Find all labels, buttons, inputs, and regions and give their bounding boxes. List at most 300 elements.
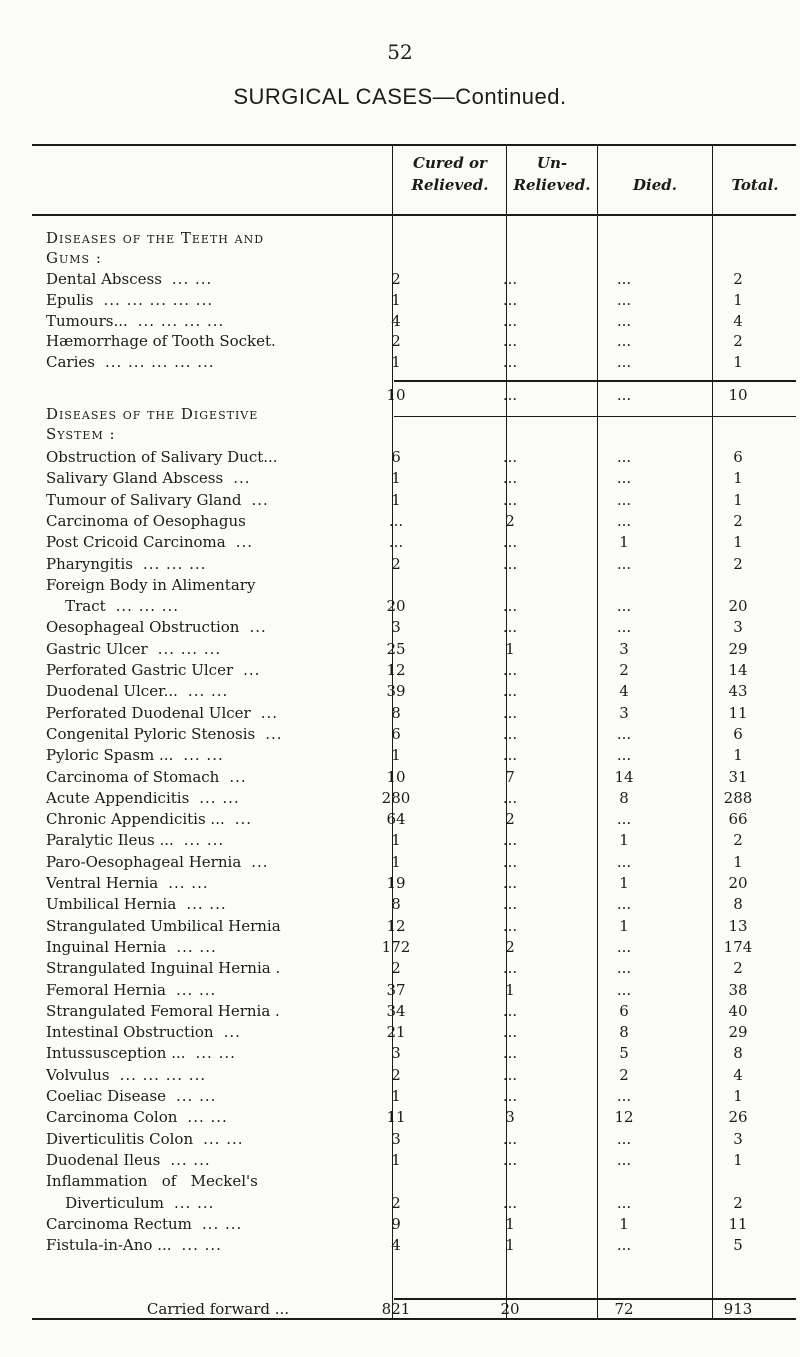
total-cell: 8 (733, 1044, 743, 1063)
row-label-text: Coeliac Disease (46, 1087, 167, 1105)
subtotal-row (0, 384, 800, 406)
unrelieved-cell: ... (502, 533, 518, 552)
total-cell: 288 (723, 788, 753, 807)
row-label (46, 553, 390, 575)
unrelieved-cell: ... (502, 1044, 518, 1063)
cured-cell: 12 (386, 661, 406, 679)
unrelieved-cell: ... (502, 874, 518, 892)
total-cell: 3 (733, 618, 743, 637)
table-row (0, 1234, 800, 1256)
table-row (0, 1064, 800, 1086)
row-leader-dots: ... ... (195, 1044, 236, 1063)
row-label-text: Paralytic Ileus ... (46, 831, 174, 850)
total-cell: 3 (733, 1129, 743, 1148)
table-row (0, 595, 800, 617)
died-cell: ... (616, 1129, 632, 1148)
unrelieved-cell: 2 (505, 511, 515, 530)
row-label (46, 659, 390, 681)
row-label-text: Gastric Ulcer (46, 639, 148, 658)
row-leader-dots: ... ... (175, 980, 217, 999)
table-row (0, 659, 800, 681)
row-leader-dots: ... (223, 1023, 241, 1042)
unrelieved-cell: 1 (505, 980, 515, 999)
row-leader-dots: ... ... (171, 270, 213, 288)
cured-cell: 64 (386, 810, 406, 829)
unrelieved-cell: ... (502, 554, 518, 573)
total-cell: 4 (733, 1065, 743, 1084)
total-cell: 1 (733, 490, 743, 509)
unrelieved-cell: 2 (505, 937, 515, 956)
table-row (0, 467, 800, 489)
cured-cell: 1 (391, 469, 401, 488)
row-leader-dots: ... ... (181, 1236, 222, 1255)
died-cell: ... (616, 511, 632, 530)
subtotal-cured: 10 (386, 386, 406, 404)
row-label (46, 872, 390, 894)
cured-cell: 25 (386, 639, 406, 658)
row-leader-dots: ... ... ... (115, 597, 180, 616)
table-row (0, 893, 800, 915)
row-leader-dots: ... ... (176, 937, 217, 956)
row-leader-dots: ... ... (199, 788, 240, 807)
table-row (0, 1021, 800, 1043)
unrelieved-cell: ... (502, 703, 518, 722)
row-label (46, 915, 390, 937)
table-row (0, 723, 800, 745)
row-leader-dots: ... ... ... (142, 554, 207, 573)
died-cell: ... (616, 959, 632, 978)
unrelieved-cell: ... (502, 788, 518, 807)
row-leader-dots: ... (260, 703, 279, 722)
unrelieved-cell: ... (502, 724, 518, 743)
row-label (46, 723, 390, 745)
row-leader-dots: ... ... (187, 1108, 228, 1127)
cured-cell: 4 (391, 1236, 401, 1255)
unrelieved-cell: 7 (505, 767, 515, 786)
row-label-text: Oesophageal Obstruction (46, 618, 240, 637)
row-label (46, 851, 390, 873)
section-heading: Diseases of the Digestive System : (46, 405, 259, 443)
unrelieved-cell: ... (502, 353, 518, 372)
row-label (46, 1064, 390, 1086)
table-row (0, 680, 800, 702)
row-label-text: Chronic Appendicitis ... (46, 810, 225, 829)
total-cell: 8 (733, 895, 743, 914)
cured-cell: 11 (386, 1108, 406, 1127)
cured-cell: 12 (386, 916, 406, 935)
row-label-text: Epulis (46, 290, 94, 309)
row-leader-dots: ... ... (170, 1150, 211, 1169)
unrelieved-cell: ... (502, 311, 518, 330)
col-header-cured: Cured or Relieved. (411, 154, 489, 194)
total-cell: 174 (723, 937, 753, 956)
table-row (0, 1213, 800, 1235)
row-label (46, 268, 390, 290)
total-cell: 11 (728, 703, 748, 722)
cured-cell: 3 (391, 1129, 401, 1148)
col-header-total: Total. (731, 176, 779, 194)
row-leader-dots: ... ... (183, 831, 225, 850)
table-row (0, 510, 800, 532)
row-label (46, 1170, 390, 1192)
unrelieved-cell: ... (502, 661, 518, 679)
table-row (0, 766, 800, 788)
died-cell: ... (616, 618, 632, 637)
table-row (0, 310, 800, 332)
row-label (46, 289, 390, 311)
unrelieved-cell: ... (502, 448, 518, 466)
row-label (46, 1106, 390, 1128)
cured-cell: 2 (391, 1193, 401, 1212)
died-cell: ... (616, 290, 632, 309)
row-label (46, 616, 390, 638)
unrelieved-cell: ... (502, 270, 518, 288)
cured-cell: 6 (391, 724, 401, 743)
died-cell: ... (616, 1236, 632, 1255)
died-cell: 8 (619, 1023, 629, 1042)
row-leader-dots: ... (233, 469, 251, 488)
row-label-text: Pharyngitis (46, 554, 133, 573)
row-label-text: Femoral Hernia (46, 980, 166, 999)
total-cell: 20 (728, 874, 748, 892)
cured-cell: 2 (391, 1065, 401, 1084)
unrelieved-cell: ... (502, 618, 518, 637)
died-cell: ... (616, 554, 632, 573)
total-cell: 1 (733, 469, 743, 488)
row-leader-dots: ... ... (201, 1214, 243, 1233)
unrelieved-cell: ... (502, 682, 518, 701)
unrelieved-cell: ... (502, 1023, 518, 1042)
total-cell: 5 (733, 1236, 743, 1255)
total-cell: 43 (728, 682, 748, 701)
row-leader-dots: ... (251, 852, 269, 871)
died-cell: ... (616, 1150, 632, 1169)
row-leader-dots: ... ... (168, 874, 209, 892)
carried-forward-label: Carried forward ... (146, 1300, 290, 1318)
cured-cell: 2 (391, 959, 401, 978)
unrelieved-cell: ... (502, 852, 518, 871)
row-label (46, 766, 390, 788)
total-cell: 1 (733, 353, 743, 372)
cured-cell: 8 (391, 703, 401, 722)
row-label (46, 936, 390, 958)
died-cell: 8 (619, 788, 629, 807)
total-cell: 2 (733, 1193, 743, 1212)
unrelieved-cell: 2 (505, 810, 515, 829)
table-row (0, 1128, 800, 1150)
col-header-died: Died. (633, 176, 677, 194)
row-leader-dots: ... ... ... ... (137, 311, 225, 330)
row-label-text: Hæmorrhage of Tooth Socket. (46, 332, 276, 351)
died-cell: 2 (619, 661, 629, 679)
row-leader-dots: ... (229, 767, 247, 786)
cured-cell: 10 (386, 767, 406, 786)
carried-forward-total: 913 (723, 1300, 753, 1318)
cured-cell: 1 (391, 1087, 401, 1105)
total-cell: 6 (733, 724, 743, 743)
row-label-text: Duodenal Ileus (46, 1150, 161, 1169)
total-cell: 29 (728, 1023, 748, 1042)
carried-forward-row (0, 1298, 800, 1320)
cured-cell: 1 (391, 1150, 401, 1169)
died-cell: 1 (619, 1214, 629, 1233)
cured-cell: 20 (386, 597, 406, 616)
row-label-text: Intussusception ... (46, 1044, 186, 1063)
cured-cell: ... (388, 511, 404, 530)
row-label-text: Caries (46, 353, 95, 372)
row-label-text: Perforated Gastric Ulcer (46, 661, 234, 679)
unrelieved-cell: ... (502, 1001, 518, 1020)
row-label-text: Strangulated Femoral Hernia . (46, 1001, 280, 1020)
unrelieved-cell: ... (502, 469, 518, 488)
subtotal-bottom-rule (394, 416, 796, 417)
row-label-text: Post Cricoid Carcinoma (46, 533, 226, 552)
died-cell: 1 (619, 533, 629, 552)
row-label (46, 744, 390, 766)
row-label (46, 979, 390, 1001)
row-label-text: Perforated Duodenal Ulcer (46, 703, 251, 722)
total-cell: 13 (728, 916, 748, 935)
row-label-text: Inflammation of Meckel's (46, 1172, 258, 1191)
row-label-text: Fistula-in-Ano ... (46, 1236, 172, 1255)
carried-forward-cured: 821 (381, 1300, 411, 1318)
row-leader-dots: ... ... (176, 1087, 217, 1105)
died-cell: 1 (619, 874, 629, 892)
page-number: 52 (387, 40, 413, 64)
table-row (0, 1000, 800, 1022)
died-cell: ... (616, 746, 632, 765)
died-cell: ... (616, 448, 632, 466)
row-label-text: Paro-Oesophageal Hernia (46, 852, 242, 871)
cured-cell: 34 (386, 1001, 406, 1020)
cured-cell: 8 (391, 895, 401, 914)
unrelieved-cell: ... (502, 490, 518, 509)
total-cell: 1 (733, 1087, 743, 1105)
cured-cell: 1 (391, 353, 401, 372)
unrelieved-cell: 1 (505, 1236, 515, 1255)
unrelieved-cell: ... (502, 332, 518, 351)
row-label (46, 1000, 390, 1022)
total-cell: 1 (733, 1150, 743, 1169)
row-leader-dots: ... (265, 724, 283, 743)
table-row (0, 787, 800, 809)
died-cell: ... (616, 332, 632, 351)
died-cell: ... (616, 852, 632, 871)
table-row (0, 1170, 800, 1192)
unrelieved-cell: ... (502, 959, 518, 978)
died-cell: ... (616, 1087, 632, 1105)
row-label-text: Inguinal Hernia (46, 937, 167, 956)
unrelieved-cell: 3 (505, 1108, 515, 1127)
unrelieved-cell: ... (502, 1065, 518, 1084)
unrelieved-cell: ... (502, 1087, 518, 1105)
row-label (46, 1213, 390, 1235)
cured-cell: 3 (391, 618, 401, 637)
col-header-unrelieved: Un- Relieved. (513, 154, 591, 194)
cured-cell: 3 (391, 1044, 401, 1063)
subtotal-total: 10 (728, 386, 748, 404)
table-row (0, 936, 800, 958)
cured-cell: 1 (391, 490, 401, 509)
unrelieved-cell: ... (502, 746, 518, 765)
row-leader-dots: ... ... ... ... ... (104, 353, 215, 372)
row-leader-dots: ... ... ... (157, 639, 222, 658)
row-label (46, 1234, 390, 1256)
died-cell: ... (616, 490, 632, 509)
cured-cell: 19 (386, 874, 406, 892)
cured-cell: 39 (386, 682, 406, 701)
cured-cell: 6 (391, 448, 401, 466)
died-cell: 1 (619, 916, 629, 935)
row-label-text: Ventral Hernia (46, 874, 159, 892)
row-label-text: Carcinoma of Stomach (46, 767, 220, 786)
row-label (46, 467, 390, 489)
row-label (46, 893, 390, 915)
row-label (46, 957, 390, 979)
died-cell: ... (616, 810, 632, 829)
carried-forward-unrelieved: 20 (500, 1300, 520, 1318)
carried-forward-died: 72 (614, 1300, 634, 1318)
subtotal-rule (394, 380, 796, 382)
died-cell: 3 (619, 639, 629, 658)
row-label (46, 1021, 390, 1043)
row-label (46, 574, 390, 596)
row-label (46, 351, 390, 373)
row-label (46, 680, 390, 702)
table-row (0, 808, 800, 830)
died-cell: 3 (619, 703, 629, 722)
total-cell: 66 (728, 810, 748, 829)
total-cell: 2 (733, 959, 743, 978)
unrelieved-cell: ... (502, 597, 518, 616)
died-cell: 1 (619, 831, 629, 850)
cured-cell: 21 (386, 1023, 406, 1042)
total-cell: 2 (733, 332, 743, 351)
table-row (0, 957, 800, 979)
table-row (0, 744, 800, 766)
table-row (0, 1106, 800, 1128)
cured-cell: 280 (381, 788, 411, 807)
unrelieved-cell: ... (502, 1150, 518, 1169)
total-cell: 11 (728, 1214, 748, 1233)
cured-cell: 1 (391, 746, 401, 765)
total-cell: 2 (733, 511, 743, 530)
cured-cell: 2 (391, 332, 401, 351)
row-leader-dots: ... ... (187, 682, 229, 701)
died-cell: 5 (619, 1044, 629, 1063)
row-label (46, 489, 390, 511)
total-cell: 2 (733, 270, 743, 288)
header-bottom-rule (32, 214, 796, 216)
cured-cell: 1 (391, 852, 401, 871)
total-cell: 1 (733, 290, 743, 309)
died-cell: 2 (619, 1065, 629, 1084)
row-label (46, 1042, 390, 1064)
total-cell: 1 (733, 746, 743, 765)
table-row (0, 851, 800, 873)
row-label (46, 510, 390, 532)
row-leader-dots: ... ... (174, 1193, 215, 1212)
table-row (0, 330, 800, 352)
died-cell: ... (616, 937, 632, 956)
row-label-text: Salivary Gland Abscess (46, 469, 224, 488)
row-leader-dots: ... ... (183, 746, 224, 765)
row-label-text: Umbilical Hernia (46, 895, 177, 914)
total-cell: 2 (733, 554, 743, 573)
row-leader-dots: ... (249, 618, 267, 637)
row-label-text: Congenital Pyloric Stenosis (46, 724, 256, 743)
died-cell: 4 (619, 682, 629, 701)
total-cell: 1 (733, 533, 743, 552)
row-label-text: Diverticulum (46, 1193, 164, 1212)
row-label (46, 1085, 390, 1107)
total-cell: 2 (733, 831, 743, 850)
row-label-text: Acute Appendicitis (46, 788, 190, 807)
unrelieved-cell: 1 (505, 1214, 515, 1233)
row-label (46, 702, 390, 724)
table-row (0, 915, 800, 937)
row-label-text: Foreign Body in Alimentary (46, 575, 256, 594)
total-cell: 6 (733, 448, 743, 466)
total-cell: 38 (728, 980, 748, 999)
row-label-text: Intestinal Obstruction (46, 1023, 214, 1042)
cured-cell: 1 (391, 831, 401, 850)
section-heading: Diseases of the Teeth and Gums : (46, 229, 265, 267)
unrelieved-cell: ... (502, 916, 518, 935)
cured-cell: ... (388, 533, 404, 552)
unrelieved-cell: ... (502, 1129, 518, 1148)
unrelieved-cell: ... (502, 1193, 518, 1212)
died-cell: ... (616, 980, 632, 999)
subtotal-unrelieved: ... (502, 386, 518, 404)
cured-cell: 37 (386, 980, 406, 999)
row-label-text: Strangulated Inguinal Hernia . (46, 959, 281, 978)
table-row (0, 446, 800, 468)
row-label (46, 638, 390, 660)
table-row (0, 489, 800, 511)
total-cell: 31 (728, 767, 748, 786)
died-cell: ... (616, 353, 632, 372)
row-label (46, 446, 390, 468)
total-cell: 29 (728, 639, 748, 658)
table-row (0, 702, 800, 724)
table-row (0, 1042, 800, 1064)
row-label (46, 1192, 390, 1214)
unrelieved-cell: ... (502, 831, 518, 850)
died-cell: ... (616, 311, 632, 330)
table-row (0, 872, 800, 894)
total-cell: 1 (733, 852, 743, 871)
row-label (46, 787, 390, 809)
total-cell: 4 (733, 311, 743, 330)
row-label-text: Pyloric Spasm ... (46, 746, 174, 765)
table-row (0, 1192, 800, 1214)
table-row (0, 829, 800, 851)
died-cell: 12 (614, 1108, 634, 1127)
row-label-text: Carcinoma Rectum (46, 1214, 192, 1233)
row-label (46, 595, 390, 617)
table-row (0, 289, 800, 311)
died-cell: ... (616, 895, 632, 914)
cured-cell: 9 (391, 1214, 401, 1233)
cured-cell: 2 (391, 554, 401, 573)
died-cell: ... (616, 1193, 632, 1212)
unrelieved-cell: ... (502, 895, 518, 914)
row-leader-dots: ... ... ... ... ... (103, 290, 214, 309)
subtotal-died: ... (616, 386, 632, 404)
table-row (0, 268, 800, 290)
row-leader-dots: ... (234, 810, 253, 829)
